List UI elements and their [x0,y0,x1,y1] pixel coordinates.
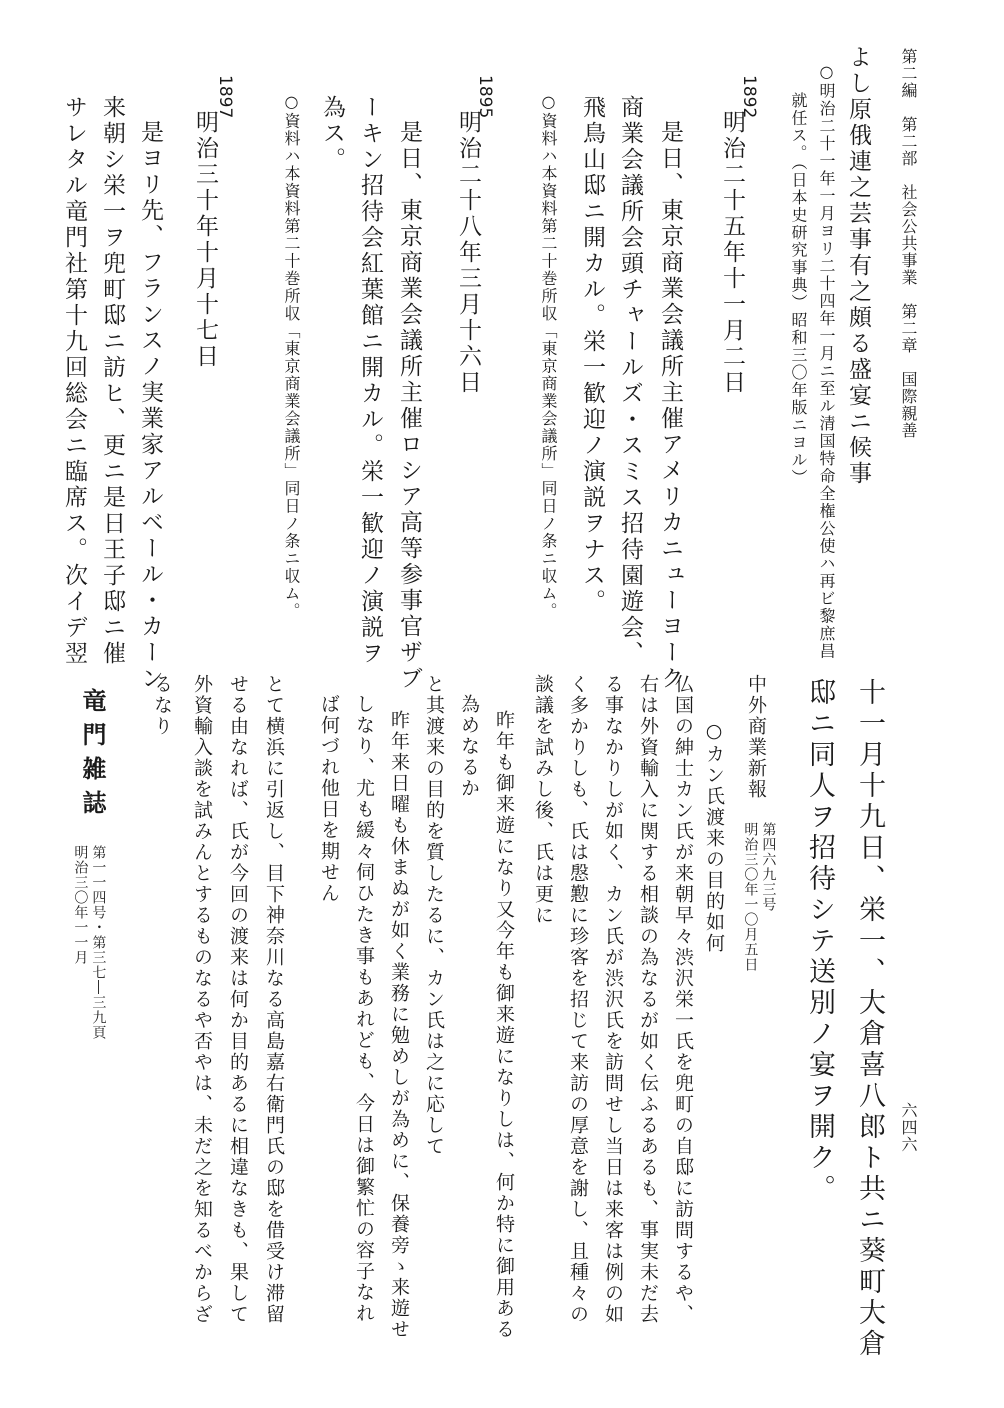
text-column: せる由なれば、氏が今回の渡来は何か目的あるに相違なきも、果して [227,674,249,1325]
text-column: 商業会議所会頭チャールズ・スミス招待園遊会、 [617,95,643,667]
text-column: 是日、東京商業会議所主催アメリカニューヨーク [657,120,683,692]
text-column: 是ヨリ先、フランスノ実業家アルベール・カーン [137,120,163,692]
text-column: 為ス。 [319,95,345,173]
text-column: 談議を試みし後、氏は更に [532,674,554,926]
text-column: るなり [151,674,173,737]
text-column: 昨年も御来遊になり又今年も御来遊になりしは、何か特に御用ある [493,710,515,1340]
text-column: よし原俄連之芸事有之頗る盛宴ニ候事 [845,45,871,487]
year-marker: 1892 [739,75,759,119]
text-column: と其渡来の目的を質したるに、カン氏は之に応して [423,674,445,1157]
text-column: 邸ニ同人ヲ招待シテ送別ノ宴ヲ開ク。 [804,678,835,1205]
text-column: 来朝シ栄一ヲ兜町邸ニ訪ヒ、更ニ是日王子邸ニ催 [99,95,125,667]
date-heading: 明治三十年十月十七日 [192,110,218,370]
year-marker: 1897 [215,75,235,119]
note-column: 就任ス。（日本史研究事典）昭和三〇年版ニヨル） [789,92,808,487]
text-column: 飛鳥山邸ニ開カル。栄一歓迎ノ演説ヲナス。 [579,95,605,615]
text-column: 仏国の紳士カン氏が来朝早々渋沢栄一氏を兜町の自邸に訪問するや、 [672,674,694,1325]
source-note: ○資料ハ本資料第二十巻所収「東京商業会議所」同日ノ条ニ収ム。 [539,92,558,620]
text-column: く多かりしも、氏は慇懃に珍客を招じて来訪の厚意を謝し、且種々の [567,674,589,1325]
source-title: 中外商業新報 [745,674,767,800]
text-column: 十一月十九日、栄一、大倉喜八郎ト共ニ葵町大倉 [854,678,885,1360]
text-column: サレタル竜門社第十九回総会ニ臨席ス。次イデ翌 [61,95,87,667]
source-issue: 明治三〇年一一月 [72,845,89,965]
text-column: ーキン招待会紅葉館ニ開カル。栄一歓迎ノ演説ヲ [357,95,383,667]
text-column: 為めなるか [458,694,480,799]
source-note: ○資料ハ本資料第二十巻所収「東京商業会議所」同日ノ条ニ収ム。 [282,92,301,620]
date-heading: 明治二十五年十一月二日 [719,110,745,396]
source-issue: 明治三〇年一〇月五日 [742,822,759,972]
page-number: 六四六 [899,1102,918,1153]
source-issue: 第一一四号・第三七―三九頁 [90,845,107,1040]
source-title: 竜門雑誌 [78,688,107,824]
text-column: 右は外資輸入に関する相談の為なるが如く伝ふるあるも、事実未だ去 [637,674,659,1325]
text-column: る事なかりしが如く、カン氏が渋沢氏を訪問せし当日は来客は例の如 [602,674,624,1325]
article-heading: ○カン氏渡来の目的如何 [703,720,725,954]
text-column: しなり、尤も緩々伺ひたき事もあれども、今日は御繁忙の容子なれ [353,694,375,1324]
text-column: 外資輸入談を試みんとするものなるや否やは、未だ之を知るべからざ [191,674,213,1325]
running-header: 第二編 第二部 社会公共事業 第二章 国際親善 [899,48,918,439]
text-column: 是日、東京商業会議所主催ロシア高等参事官ザブ [396,120,422,692]
note-column: ○明治二十一年一月ヨリ二十四年一月ニ至ル清国特命全権公使ハ再ビ黎庶昌 [817,62,836,660]
text-column: 昨年来日曜も休まぬが如く業務に勉めしが為めに、保養旁ゝ来遊せ [388,710,410,1340]
text-column: とて横浜に引返し、目下神奈川なる高島嘉右衛門氏の邸を借受け滞留 [263,674,285,1325]
source-issue: 第四六九三号 [760,822,777,912]
text-column: ば何づれ他日を期せん [318,694,340,904]
year-marker: 1895 [475,75,495,119]
date-heading: 明治二十八年三月十六日 [455,110,481,396]
